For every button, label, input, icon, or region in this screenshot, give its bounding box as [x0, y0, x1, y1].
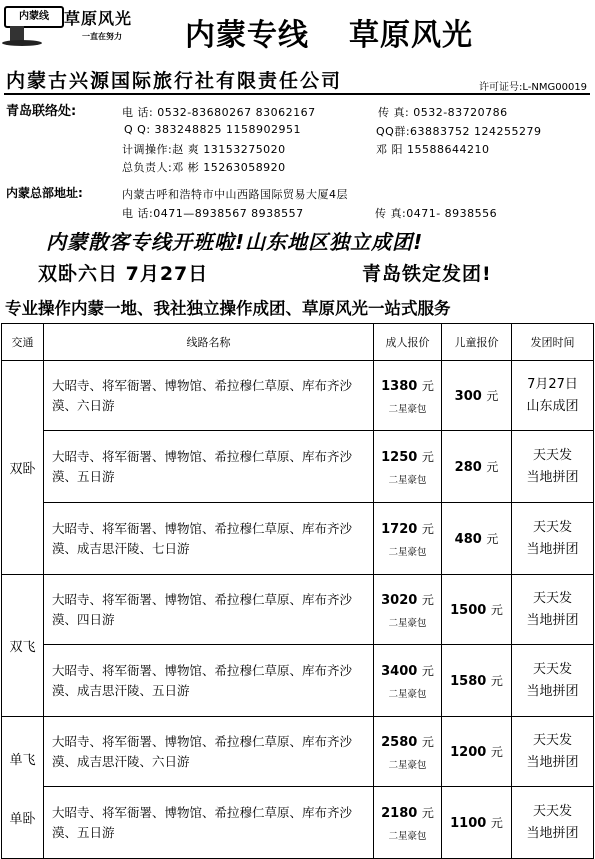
departure-type: 当地拼团 — [526, 612, 579, 628]
currency-unit: 元 — [490, 603, 503, 617]
adult-price-note: 二星豪包 — [388, 759, 427, 771]
child-price-value: 1580 — [450, 674, 487, 689]
qingdao-fax: 传 真: 0532-83720786 — [378, 106, 508, 119]
adult-price-value: 1380 — [381, 378, 418, 394]
adult-price-cell — [374, 717, 442, 787]
transport-cell — [2, 717, 44, 859]
departure-cell — [512, 361, 594, 431]
currency-unit: 元 — [486, 389, 499, 403]
hq-phone: 电 话:0471—8938567 8938557 — [122, 207, 304, 220]
company-name: 内蒙古兴源国际旅行社有限责任公司 — [6, 70, 343, 92]
header-departure: 发团时间 — [512, 324, 594, 361]
headline — [185, 10, 513, 54]
header-route: 线路名称 — [44, 324, 374, 361]
child-price-value: 1100 — [450, 816, 487, 831]
adult-price-value: 3020 — [381, 592, 418, 608]
child-price-cell — [442, 717, 512, 787]
departure-type: 当地拼团 — [526, 683, 579, 699]
adult-price — [374, 804, 441, 821]
slogan-line-3: 专业操作内蒙一地、我社独立操作成团、草原风光一站式服务 — [5, 299, 451, 318]
adult-price — [374, 591, 441, 608]
hq-address: 内蒙古呼和浩特市中山西路国际贸易大厦4层 — [122, 188, 348, 201]
adult-price-note: 二星豪包 — [388, 688, 427, 700]
qingdao-label: 青岛联络处: — [6, 104, 77, 119]
header-transport: 交通 — [2, 324, 44, 361]
departure-date: 天天发 — [532, 590, 572, 606]
logo-ground — [2, 40, 42, 46]
price-table — [1, 323, 594, 859]
adult-price — [374, 733, 441, 750]
child-price-value: 300 — [454, 389, 482, 404]
route-name: 大昭寺、将军衙署、博物馆、希拉穆仁草原、库布齐沙漠、成吉思汗陵、七日游 — [44, 503, 374, 575]
header-adult-price: 成人报价 — [374, 324, 442, 361]
child-price-cell — [442, 645, 512, 717]
child-price-cell — [442, 361, 512, 431]
child-price-cell — [442, 431, 512, 503]
route-name: 大昭寺、将军衙署、博物馆、希拉穆仁草原、库布齐沙漠、五日游 — [44, 431, 374, 503]
transport-cell — [2, 361, 44, 575]
adult-price-cell — [374, 645, 442, 717]
adult-price-note: 二星豪包 — [388, 830, 427, 842]
table-header-row — [2, 324, 594, 361]
currency-unit: 元 — [486, 460, 499, 474]
adult-price-note: 二星豪包 — [388, 546, 427, 558]
qingdao-coordinator: 计调操作:赵 爽 13153275020 — [122, 143, 286, 156]
adult-price-value: 3400 — [381, 663, 418, 679]
currency-unit: 元 — [486, 532, 499, 546]
table-row — [2, 361, 594, 431]
departure-type: 当地拼团 — [526, 825, 579, 841]
departure-cell — [512, 575, 594, 645]
currency-unit: 元 — [490, 816, 503, 830]
currency-unit: 元 — [421, 592, 434, 607]
adult-price-note: 二星豪包 — [388, 403, 427, 415]
route-name: 大昭寺、将军衙署、博物馆、希拉穆仁草原、库布齐沙漠、四日游 — [44, 575, 374, 645]
departure-type: 当地拼团 — [526, 541, 579, 557]
departure-cell — [512, 645, 594, 717]
departure-type: 当地拼团 — [526, 754, 579, 770]
departure-date: 天天发 — [532, 803, 572, 819]
hq-label: 内蒙总部地址: — [6, 186, 83, 200]
table-row — [2, 575, 594, 645]
departure-cell — [512, 787, 594, 859]
logo-sign: 内蒙线 — [4, 6, 64, 28]
child-price-value: 1200 — [450, 745, 487, 760]
table-row — [2, 787, 594, 859]
currency-unit: 元 — [421, 663, 434, 678]
table-row — [2, 503, 594, 575]
departure-type: 当地拼团 — [526, 469, 579, 485]
table-row — [2, 431, 594, 503]
currency-unit: 元 — [421, 449, 434, 464]
logo-brand: 草原风光 — [64, 9, 133, 28]
qingdao-phone: 电 话: 0532-83680267 83062167 — [122, 106, 316, 119]
child-price-value: 280 — [454, 460, 482, 475]
adult-price-cell — [374, 575, 442, 645]
qingdao-coordinator-2: 邓 阳 15588644210 — [376, 143, 490, 156]
currency-unit: 元 — [421, 805, 434, 820]
departure-cell — [512, 503, 594, 575]
route-name: 大昭寺、将军衙署、博物馆、希拉穆仁草原、库布齐沙漠、六日游 — [44, 361, 374, 431]
child-price-value: 1500 — [450, 603, 487, 618]
adult-price-cell — [374, 787, 442, 859]
adult-price-cell — [374, 431, 442, 503]
departure-date: 天天发 — [532, 732, 572, 748]
transport-label: 单飞 — [9, 752, 36, 768]
transport-label: 双卧 — [9, 462, 36, 477]
transport-label-secondary: 单卧 — [9, 811, 36, 827]
child-price-cell — [442, 503, 512, 575]
transport-label: 双飞 — [9, 640, 36, 655]
qingdao-qq: Q Q: 383248825 1158902951 — [124, 123, 301, 136]
adult-price-cell — [374, 503, 442, 575]
departure-date: 天天发 — [532, 519, 572, 535]
route-name: 大昭寺、将军衙署、博物馆、希拉穆仁草原、库布齐沙漠、成吉思汗陵、五日游 — [44, 645, 374, 717]
adult-price-value: 1250 — [381, 449, 418, 465]
adult-price — [374, 520, 441, 537]
route-name: 大昭寺、将军衙署、博物馆、希拉穆仁草原、库布齐沙漠、成吉思汗陵、六日游 — [44, 717, 374, 787]
qingdao-qq-group: QQ群:63883752 124255279 — [376, 125, 542, 138]
hq-fax: 传 真:0471- 8938556 — [375, 207, 498, 220]
logo — [2, 2, 140, 46]
divider — [4, 93, 590, 95]
slogan-line-1: 内蒙散客专线开班啦!山东地区独立成团! — [46, 230, 424, 254]
slogan-line-2-departure: 青岛铁定发团! — [362, 263, 492, 285]
adult-price — [374, 448, 441, 465]
currency-unit: 元 — [490, 745, 503, 759]
departure-cell — [512, 717, 594, 787]
adult-price-cell — [374, 361, 442, 431]
currency-unit: 元 — [421, 734, 434, 749]
child-price-cell — [442, 787, 512, 859]
headline-right: 草原风光 — [349, 18, 473, 53]
adult-price-note: 二星豪包 — [388, 617, 427, 629]
adult-price-value: 2580 — [381, 734, 418, 750]
logo-slogan: 一直在努力 — [82, 32, 122, 41]
departure-date: 天天发 — [532, 447, 572, 463]
currency-unit: 元 — [490, 674, 503, 688]
slogan-line-2 — [38, 259, 492, 286]
currency-unit: 元 — [421, 521, 434, 536]
slogan-line-2-date: 双卧六日 7月27日 — [38, 263, 209, 285]
departure-date: 7月27日 — [527, 376, 578, 392]
header-child-price: 儿童报价 — [442, 324, 512, 361]
adult-price — [374, 377, 441, 394]
route-name: 大昭寺、将军衙署、博物馆、希拉穆仁草原、库布齐沙漠、五日游 — [44, 787, 374, 859]
table-row — [2, 645, 594, 717]
adult-price-value: 2180 — [381, 805, 418, 821]
departure-cell — [512, 431, 594, 503]
license-number: 许可证号:L-NMG00019 — [479, 82, 588, 93]
adult-price-note: 二星豪包 — [388, 474, 427, 486]
child-price-cell — [442, 575, 512, 645]
adult-price-value: 1720 — [381, 521, 418, 537]
currency-unit: 元 — [421, 378, 434, 393]
transport-cell — [2, 575, 44, 717]
qingdao-manager: 总负责人:邓 彬 15263058920 — [122, 161, 286, 174]
table-body — [2, 361, 594, 859]
table-row — [2, 717, 594, 787]
adult-price — [374, 662, 441, 679]
departure-type: 山东成团 — [526, 398, 579, 414]
departure-date: 天天发 — [532, 661, 572, 677]
headline-left: 内蒙专线 — [185, 18, 309, 53]
child-price-value: 480 — [454, 532, 482, 547]
